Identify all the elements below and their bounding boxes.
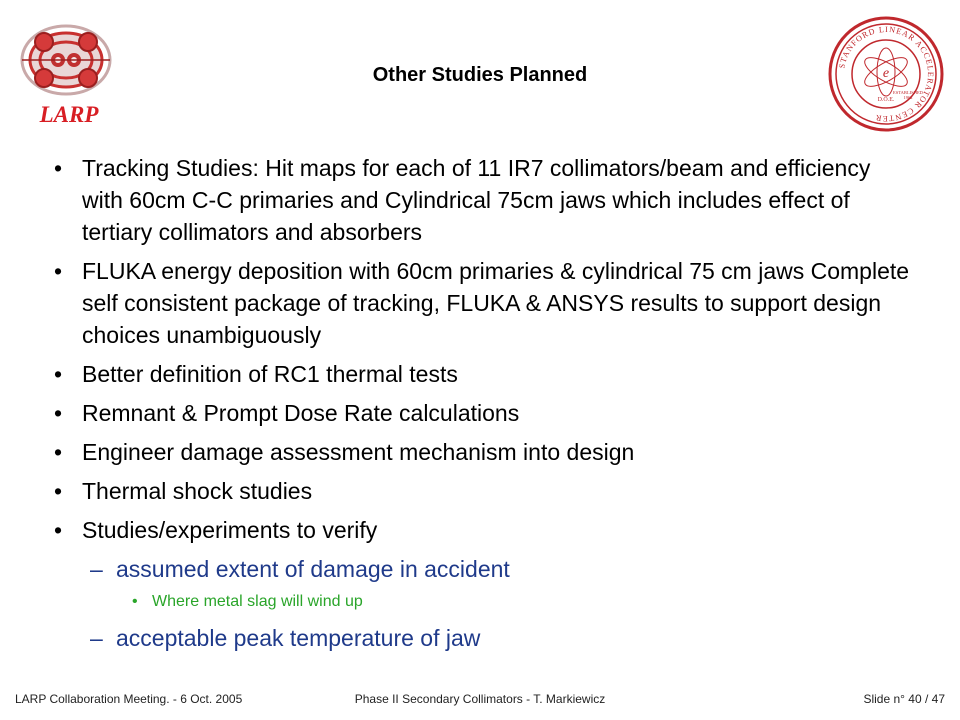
slide-title: Other Studies Planned — [372, 64, 588, 86]
bullet-item — [52, 152, 912, 248]
bullet-marker: • — [54, 361, 63, 387]
sub-bullet-item — [52, 553, 912, 585]
bullet-marker: • — [54, 155, 63, 181]
sub-bullet-text: assumed extent of damage in accident — [116, 556, 510, 582]
bullet-marker: • — [54, 258, 63, 284]
bullet-text: Better definition of RC1 thermal tests — [82, 361, 458, 387]
bullet-marker: • — [54, 517, 63, 543]
bullet-item — [52, 255, 912, 351]
bullet-item — [52, 397, 912, 429]
footer-talk-title: Phase II Secondary Collimators - T. Markiewicz — [354, 692, 606, 706]
bullet-text: Tracking Studies: Hit maps for each of 11 IR7 collimators/beam and efficiency with 60cm C-C primaries and Cylindrical 75cm jaws which includes effect of tertiary collimators and absorbers — [82, 155, 871, 245]
svg-text:ESTABLISHED: ESTABLISHED — [893, 90, 923, 95]
bullet-text: Studies/experiments to verify — [82, 517, 378, 543]
bullet-text: Engineer damage assessment mechanism into design — [82, 439, 635, 465]
footer-slide-number: Slide n° 40 / 47 — [863, 692, 945, 706]
svg-text:e: e — [882, 66, 890, 81]
bullet-item — [52, 436, 912, 468]
bullet-marker: • — [132, 593, 138, 610]
dash-marker: – — [90, 556, 103, 582]
svg-text:1962: 1962 — [903, 95, 913, 100]
bullet-item — [52, 475, 912, 507]
sub-sub-bullet-item — [52, 591, 912, 613]
sub-bullet-text: acceptable peak temperature of jaw — [116, 625, 481, 651]
dash-marker: – — [90, 625, 103, 651]
sub-sub-bullet-text: Where metal slag will wind up — [152, 593, 363, 610]
bullet-item — [52, 358, 912, 390]
svg-text:D.O.E.: D.O.E. — [877, 97, 895, 103]
bullet-text: Remnant & Prompt Dose Rate calculations — [82, 400, 520, 426]
bullet-marker: • — [54, 400, 63, 426]
bullet-item — [52, 514, 912, 546]
bullet-text: FLUKA energy deposition with 60cm primaries & cylindrical 75 cm jaws Complete self consistent package of tracking, FLUKA & ANSYS results to support design choices unambiguously — [82, 258, 910, 348]
footer-meeting: LARP Collaboration Meeting. - 6 Oct. 2005 — [15, 692, 243, 706]
svg-text:STANFORD LINEAR ACCELERATOR CE: STANFORD LINEAR ACCELERATOR CENTER — [837, 24, 936, 124]
larp-accelerator-icon — [16, 18, 116, 102]
sub-bullet-item — [52, 622, 912, 654]
slide-content — [52, 152, 912, 660]
bullet-marker: • — [54, 439, 63, 465]
larp-wordmark: LARP — [39, 102, 99, 127]
bullet-marker: • — [54, 478, 63, 504]
bullet-text: Thermal shock studies — [82, 478, 313, 504]
